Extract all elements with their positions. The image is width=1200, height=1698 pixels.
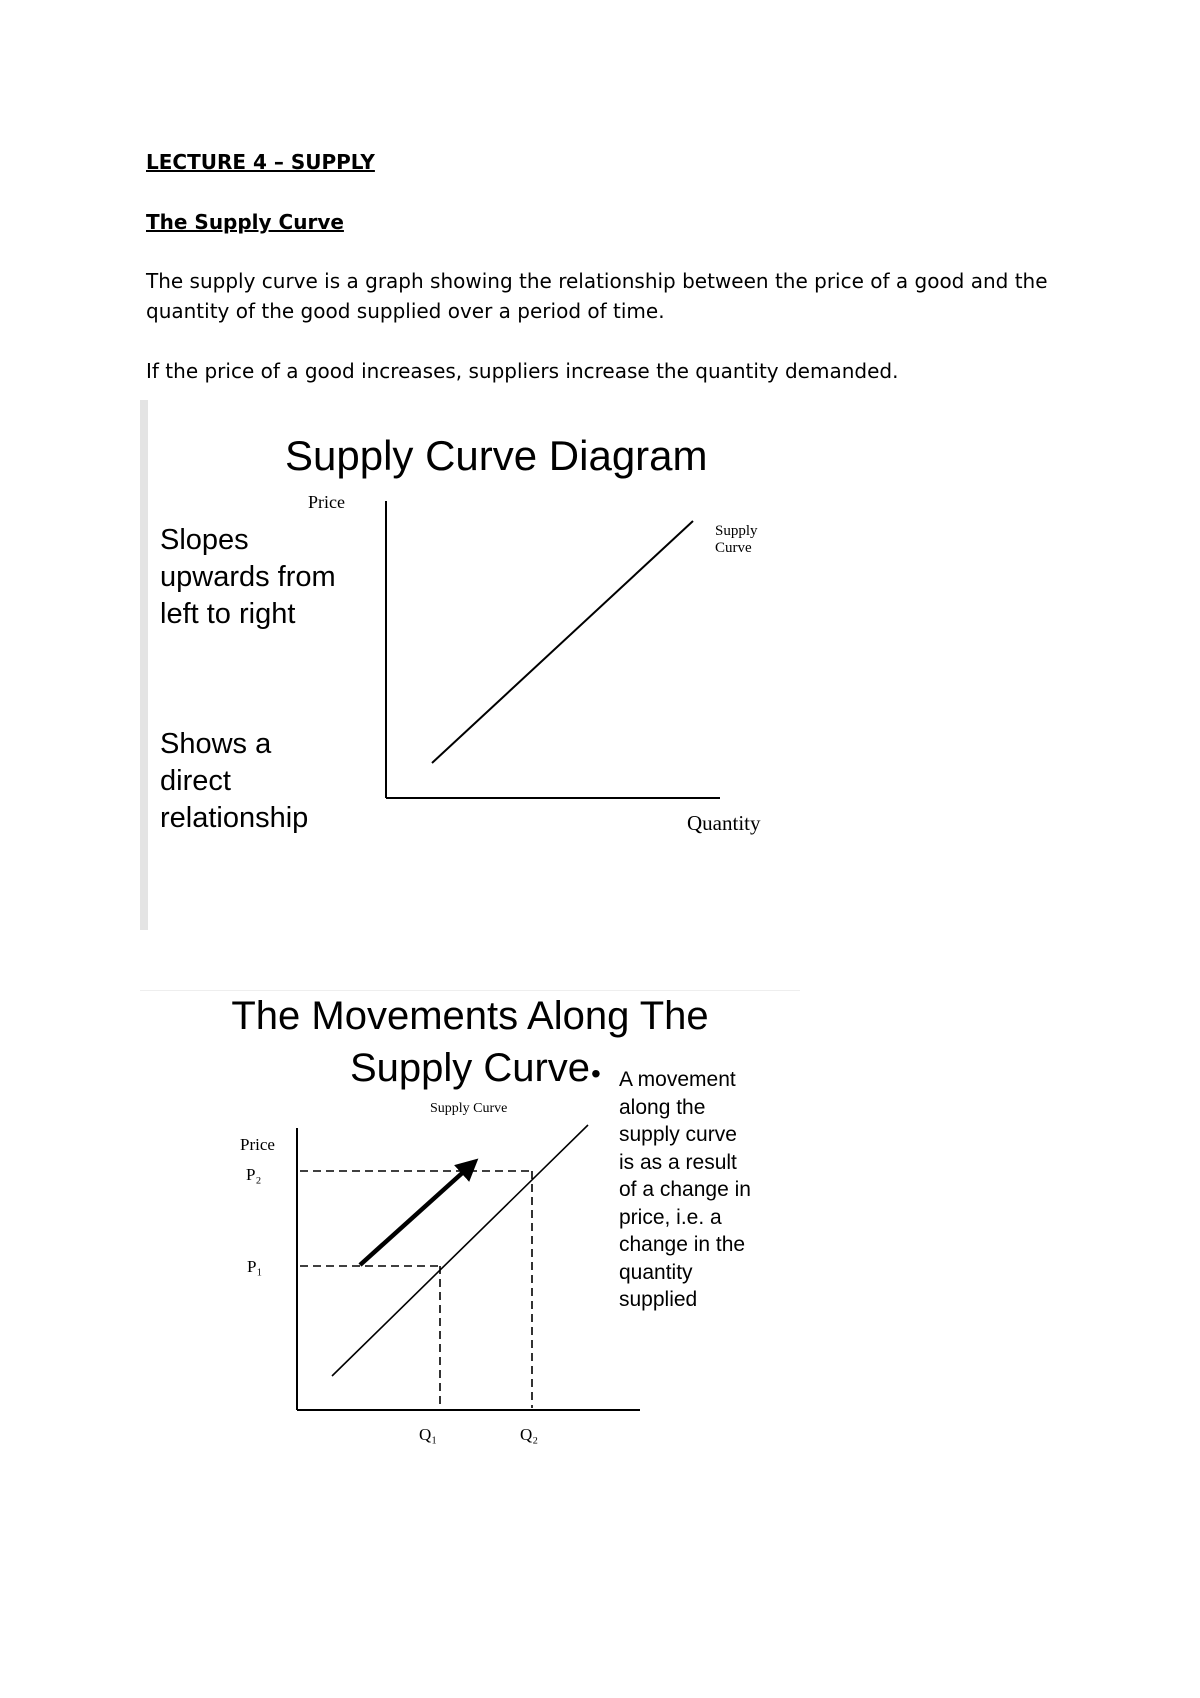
curve-label-top: Supply (715, 523, 758, 539)
curve-label: Supply Curve (430, 1101, 508, 1116)
slide1-title: Supply Curve Diagram (285, 432, 708, 479)
x-axis-label: Quantity (687, 811, 761, 835)
p1-label: P₁ (247, 1257, 263, 1276)
q2-label: Q₂ (520, 1425, 539, 1444)
supply-curve-slide (140, 400, 800, 930)
movement-explanation: A movement along the supply curve is as a result of a change in price, i.e. a change in the quantity supplied (619, 1068, 751, 1311)
slide2-title-line2: Supply Curve (349, 1046, 591, 1090)
slope-note: Slopes upwards from left to right (160, 524, 336, 630)
movement-slide (140, 990, 800, 1460)
p2-label: P₂ (246, 1165, 262, 1184)
section-heading: The Supply Curve (146, 210, 344, 234)
lecture-heading: LECTURE 4 – SUPPLY (146, 150, 375, 174)
y-axis-label: Price (240, 1135, 275, 1154)
movement-diagram (140, 990, 800, 1460)
supply-curve-line (332, 1125, 588, 1376)
relationship-note: Shows a direct relationship (160, 728, 309, 834)
supply-curve-line (432, 521, 693, 763)
slide2-title-line1: The Movements Along The (231, 994, 709, 1038)
bullet-icon: • (591, 1058, 601, 1089)
definition-paragraph: The supply curve is a graph showing the relationship between the price of a good and the quantity of the good supplied over a period of time. (146, 269, 1048, 323)
price-paragraph: If the price of a good increases, suppliers increase the quantity demanded. (146, 359, 899, 383)
q1-label: Q₁ (419, 1425, 438, 1444)
curve-label-bottom: Curve (715, 540, 752, 556)
y-axis-label: Price (308, 492, 345, 512)
supply-curve-diagram (140, 400, 800, 930)
movement-arrow (360, 1166, 470, 1265)
